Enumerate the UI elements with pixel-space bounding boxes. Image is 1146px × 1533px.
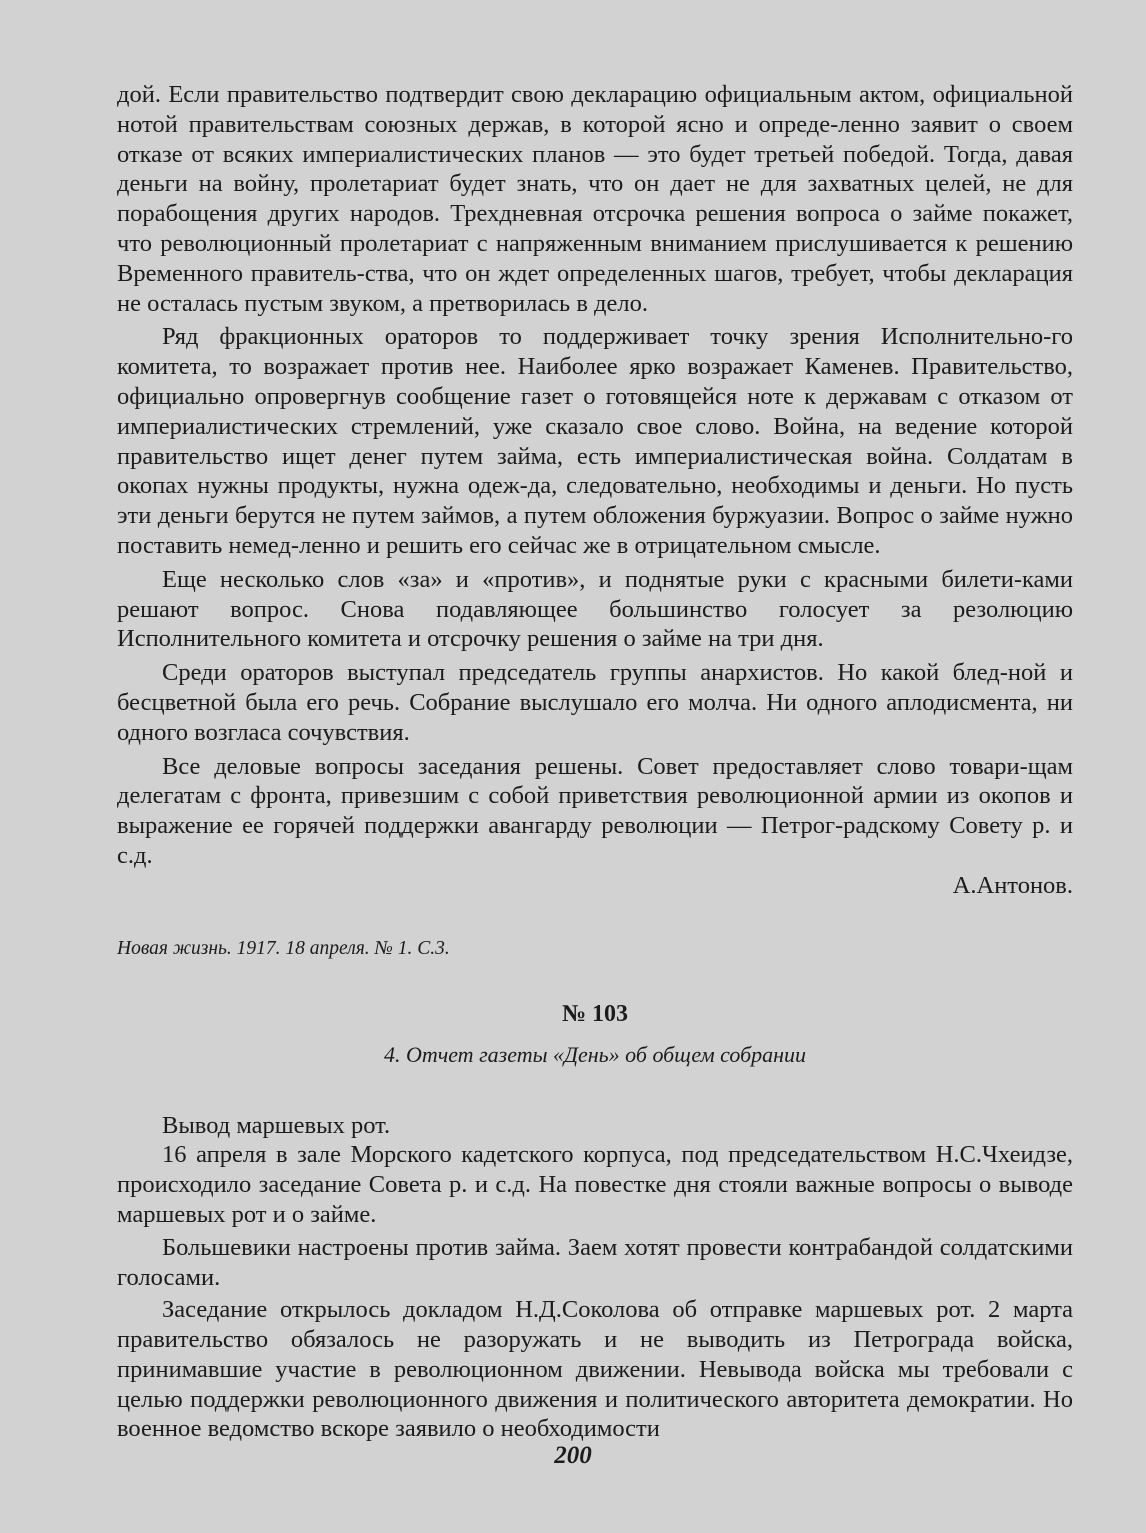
document-number: № 103 xyxy=(561,1000,629,1027)
paragraph: Ряд фракционных ораторов то поддерживает точку зрения Исполнительно-го комитета, то возражает против нее. Наиболее ярко возражает Каменев. Правительство, официально опровергнув сообщение газет о готовящейся ноте к державам с отказом от империалистических стремлений, уже сказало свое слово. Война, на ведение которой правительство ищет денег путем займа, есть империалистическая война. Солдатам в окопах нужны продукты, нужна одеж-да, следовательно, необходимы и деньги. Но пусть эти деньги берутся не путем займов, а путем обложения буржуазии. Вопрос о займе нужно поставить немед-ленно и решить его сейчас же в отрицательном смысле. xyxy=(117,323,1073,559)
paragraph: Все деловые вопросы заседания решены. Совет предоставляет слово товари-щам делегатам с фронта, привезшим с собой приветствия революционной армии из окопов и выражение ее горячей поддержки авангарду революции — Петрог-радскому Совету р. и с.д. xyxy=(117,752,1073,869)
document-body xyxy=(117,1111,1073,1445)
paragraph: Большевики настроены против займа. Заем хотят провести контрабандой солдатскими голосами. xyxy=(117,1233,1073,1291)
source-citation: Новая жизнь. 1917. 18 апреля. № 1. С.3. xyxy=(117,937,450,959)
paragraph: Среди ораторов выступал председатель группы анархистов. Но какой блед-ной и бесцветной была его речь. Собрание выслушало его молча. Ни одного аплодисмента, ни одного возгласа сочувствия. xyxy=(117,659,1073,746)
article-continuation xyxy=(117,80,1073,901)
document-title: 4. Отчет газеты «День» об общем собрании xyxy=(383,1041,807,1067)
paragraph: Заседание открылось докладом Н.Д.Соколова об отправке маршевых рот. 2 марта правительство обязалось не разоружать и не выводить из Петрограда войска, принимавшие участие в революционном движении. Невывода войска мы требовали с целью поддержки революционного движения и политического авторитета демократии. Но военное ведомство вскоре заявило о необходимости xyxy=(117,1296,1073,1443)
page-number: 200 xyxy=(554,1442,592,1469)
paragraph: дой. Если правительство подтвердит свою декларацию официальным актом, официальной нотой правительствам союзных держав, в которой ясно и опреде-ленно заявит о своем отказе от всяких империалистических планов — это будет третьей победой. Тогда, давая деньги на войну, пролетариат будет знать, что он дает не для захватных целей, не для порабощения других народов. Трехдневная отсрочка решения вопроса о займе покажет, что революционный пролетариат с напряженным вниманием прислушивается к решению Временного правитель-ства, что он ждет определенных шагов, требует, чтобы декларация не осталась пустым звуком, а претворилась в дело. xyxy=(117,81,1073,317)
paragraph: Еще несколько слов «за» и «против», и поднятые руки с красными билети-ками решают вопрос. Снова подавляющее большинство голосует за резолюцию Исполнительного комитета и отсрочку решения о займе на три дня. xyxy=(117,565,1073,653)
paragraph: 16 апреля в зале Морского кадетского корпуса, под председательством Н.С.Чхеидзе, происходило заседание Совета р. и с.д. На повестке дня стояли важные вопросы о выводе маршевых рот и о займе. xyxy=(117,1141,1073,1228)
paragraph: Вывод маршевых рот. xyxy=(162,1111,391,1139)
author-signature: А.Антонов. xyxy=(952,871,1073,899)
